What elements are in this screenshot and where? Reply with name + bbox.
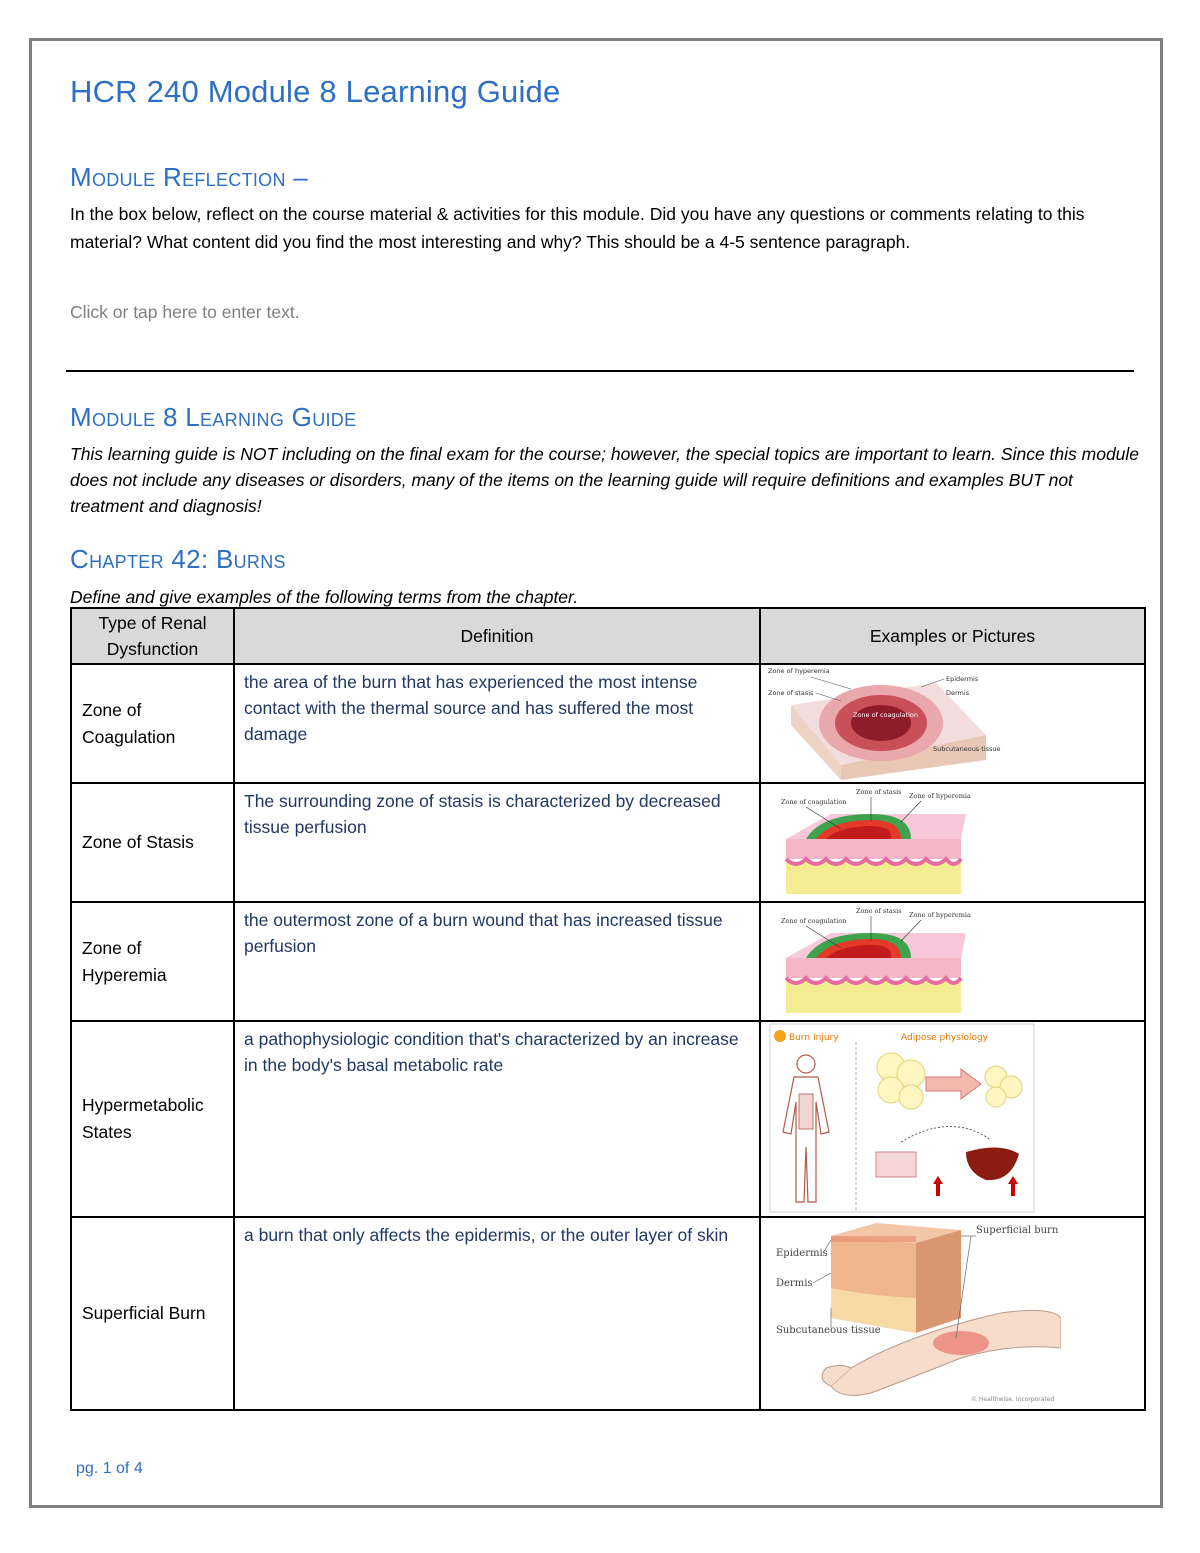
hypermetabolic-diagram (761, 1022, 1036, 1214)
label-stasis: Zone of stasis (856, 788, 902, 796)
label-hyperemia: Zone of hyperemia (909, 792, 971, 800)
label-hyperemia: Zone of hyperemia (768, 667, 830, 675)
table-row (71, 783, 1145, 902)
superficial-burn-diagram (761, 1218, 1061, 1406)
table-row (71, 1021, 1145, 1217)
label-stasis: Zone of stasis (856, 907, 902, 915)
label-adipose: Adipose physiology (901, 1033, 989, 1043)
example-cell (760, 664, 1145, 783)
table-row (71, 1217, 1145, 1410)
example-cell (760, 1021, 1145, 1217)
stasis-zone-diagram (761, 784, 991, 899)
learning-guide-heading: Module 8 Learning Guide (70, 402, 357, 432)
header-examples: Examples or Pictures (760, 608, 1145, 664)
reflection-text-field[interactable]: Click or tap here to enter text. (70, 302, 300, 322)
term-cell: Zone of Hyperemia (71, 902, 234, 1021)
label-burn-injury: Burn Injury (789, 1033, 839, 1043)
hyperemia-zone-diagram (761, 903, 991, 1018)
definition-cell[interactable]: a burn that only affects the epidermis, or the outer layer of skin (234, 1217, 760, 1410)
learning-guide-note: This learning guide is NOT including on the final exam for the course; however, the special topics are important to learn. Since this module does not include any diseases or disorders, many of the items on the learning guide will require definitions and examples BUT not treatment and diagnosis! (70, 444, 1140, 516)
label-coagulation: Zone of coagulation (781, 798, 847, 806)
example-cell (760, 783, 1145, 902)
table-row (71, 902, 1145, 1021)
header-definition: Definition (234, 608, 760, 664)
term-cell: Zone of Stasis (71, 783, 234, 902)
page-number: pg. 1 of 4 (76, 1460, 143, 1477)
reflection-prompt: In the box below, reflect on the course material & activities for this module. Did you have any questions or comments relating to this material? What content did you find the most interesting and why? This should be a 4-5 sentence paragraph. (70, 204, 1085, 252)
definition-cell[interactable]: The surrounding zone of stasis is characterized by decreased tissue perfusion (234, 783, 760, 902)
terms-table (70, 607, 1146, 1411)
definition-cell[interactable]: the area of the burn that has experienced the most intense contact with the thermal source and has suffered the most damage (234, 664, 760, 783)
example-cell (760, 902, 1145, 1021)
label-epidermis: Epidermis (946, 675, 979, 683)
label-stasis: Zone of stasis (768, 689, 814, 697)
image-credit: © Healthwise, Incorporated (971, 1396, 1055, 1403)
table-header-row (71, 608, 1145, 664)
document-title: HCR 240 Module 8 Learning Guide (70, 74, 561, 109)
example-cell (760, 1217, 1145, 1410)
term-cell: Superficial Burn (71, 1217, 234, 1410)
label-epidermis: Epidermis (776, 1248, 828, 1259)
term-cell: Zone of Coagulation (71, 664, 234, 783)
term-cell: Hypermetabolic States (71, 1021, 234, 1217)
label-dermis: Dermis (776, 1278, 813, 1289)
definition-cell[interactable]: the outermost zone of a burn wound that has increased tissue perfusion (234, 902, 760, 1021)
table-row (71, 664, 1145, 783)
coagulation-zone-diagram (761, 665, 1011, 780)
section-divider (66, 370, 1134, 372)
label-subcutaneous: Subcutaneous tissue (933, 745, 1001, 753)
label-coagulation: Zone of coagulation (853, 711, 918, 719)
burn-flame-icon (774, 1030, 786, 1042)
label-subcutaneous: Subcutaneous tissue (776, 1325, 881, 1336)
label-dermis: Dermis (946, 689, 970, 697)
definition-cell[interactable]: a pathophysiologic condition that's characterized by an increase in the body's basal metabolic rate (234, 1021, 760, 1217)
label-superficial-burn: Superficial burn (976, 1225, 1059, 1236)
label-coagulation: Zone of coagulation (781, 917, 847, 925)
chapter-heading: Chapter 42: Burns (70, 544, 286, 574)
module-reflection-heading: Module Reflection – (70, 162, 309, 192)
chapter-instruction: Define and give examples of the following terms from the chapter. (70, 587, 579, 607)
header-type: Type of Renal Dysfunction (71, 608, 234, 664)
label-hyperemia: Zone of hyperemia (909, 911, 971, 919)
